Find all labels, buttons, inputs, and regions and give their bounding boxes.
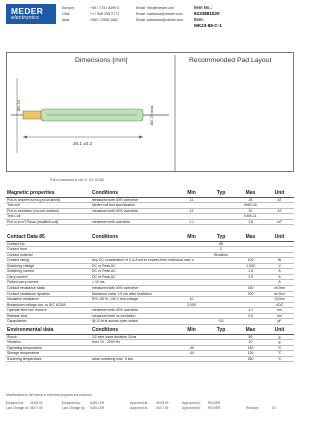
row-value: mOhm <box>265 285 294 291</box>
footer-value: 05.08.03 <box>156 401 169 405</box>
magnetic-properties-table <box>6 190 294 225</box>
row-value: -40 <box>177 351 206 357</box>
row-value: -40 <box>177 345 206 351</box>
document-footer <box>6 393 294 410</box>
table-header-row <box>6 234 294 241</box>
contact-phone: +852 / 2955 1682 <box>90 18 119 23</box>
row-condition: Meder coil test specification <box>91 203 177 209</box>
row-value: 130 <box>236 351 265 357</box>
row-value: 2.000 <box>177 302 206 308</box>
row-label: Contact form <box>6 247 91 253</box>
row-label: Storage temperature <box>6 351 91 357</box>
row-value: 13 <box>177 208 206 214</box>
row-condition: DC or Peak AC <box>91 269 177 275</box>
row-condition: DC or Peak AC <box>91 263 177 269</box>
row-label: Switching current <box>6 269 91 275</box>
header-cell: Max <box>236 327 265 334</box>
footer-label: Last Change by: <box>62 406 86 410</box>
row-label: Test coil <box>6 203 91 209</box>
header-cell: Conditions <box>91 234 177 241</box>
row-label: Contact material <box>6 252 91 258</box>
row-value: mT <box>265 219 294 225</box>
row-value: 150 <box>236 285 265 291</box>
contact-region: Europe: <box>62 6 75 10</box>
row-value: KMS-11 <box>236 214 265 220</box>
environmental-data-table <box>6 327 294 362</box>
row-value: A <box>265 280 294 286</box>
row-value: 2.5 <box>236 274 265 280</box>
row-value: 1.1 <box>177 219 206 225</box>
footer-label: Revision: <box>246 406 260 410</box>
row-value: W <box>265 258 294 264</box>
footer-label: Last Change at: <box>6 406 29 410</box>
footer-label: Designed at: <box>6 401 24 405</box>
row-value: g <box>265 340 294 346</box>
row-condition: measured with 40% overdrive <box>91 208 177 214</box>
row-value: 0.5 <box>236 313 265 319</box>
row-condition: measured with overdrive <box>91 219 177 225</box>
row-label: Breakdown voltage acc. to IEC 62246 <box>6 302 91 308</box>
row-value: Rhodium <box>206 252 236 258</box>
row-condition: measured with no excitation <box>91 313 177 319</box>
footer-value: 06.07.05 <box>156 406 169 410</box>
row-condition: Maximum value 1.5 ms after excitation <box>91 291 177 297</box>
row-label: Test Coil <box>6 214 91 220</box>
row-value <box>206 356 236 362</box>
row-value: 20 <box>236 340 265 346</box>
table-row <box>6 291 294 297</box>
row-value: ms <box>265 313 294 319</box>
row-value: °C <box>265 345 294 351</box>
contact-data-table <box>6 234 294 325</box>
row-value <box>236 319 265 325</box>
reed-lead-left <box>23 111 41 119</box>
row-value: AT <box>265 197 294 203</box>
header-cell: Unit <box>265 190 294 197</box>
row-value: C <box>206 247 236 253</box>
row-value: 100 <box>236 258 265 264</box>
row-value: 200 <box>236 291 265 297</box>
row-value: 0.5 <box>206 319 236 325</box>
contact-email[interactable]: Email: info@meder.com <box>136 6 175 10</box>
header-cell: Conditions <box>91 190 177 197</box>
row-condition: 1/2 sine wave duration 11ms <box>91 334 177 340</box>
row-label: Operate time incl. bounce <box>6 308 91 314</box>
environmental-rows <box>6 334 294 362</box>
header-cell: Unit <box>265 327 294 334</box>
contact-email[interactable]: Email: salesasia@meder.com <box>136 18 184 23</box>
document-header <box>6 4 294 38</box>
header-cell: Typ <box>206 327 236 334</box>
row-label: Release time <box>6 313 91 319</box>
logo-text-main: MEDER <box>11 6 44 16</box>
row-label: Switching voltage <box>6 263 91 269</box>
header-cell: Typ <box>206 190 236 197</box>
row-label: Insulation resistance <box>6 297 91 303</box>
header-cell: Min <box>177 190 206 197</box>
magnetic-rows <box>6 197 294 225</box>
header-cell: Conditions <box>91 327 177 334</box>
footer-value: RICHER <box>208 406 221 410</box>
row-value: 28 <box>236 197 265 203</box>
logo-text-sub: electronics <box>11 15 39 21</box>
row-value: 1.000 <box>236 263 265 269</box>
footer-label: Designed by: <box>62 401 81 405</box>
header-cell: Max <box>236 234 265 241</box>
contact-row-asia <box>62 17 183 23</box>
row-value: 1.5 <box>236 269 265 275</box>
item-value: MK23-85-C-1 <box>194 23 222 28</box>
row-label: Soldering temperature <box>6 356 91 362</box>
row-label: Contact resistance static <box>6 285 91 291</box>
row-value: g <box>265 334 294 340</box>
footer-value: 05.08.03 <box>30 401 43 405</box>
meder-logo <box>6 4 56 24</box>
contact-rows <box>6 241 294 324</box>
table-row <box>6 356 294 362</box>
header-cell: Magnetic properties <box>6 190 91 197</box>
row-value: 11 <box>177 197 206 203</box>
row-value: 10 <box>177 297 206 303</box>
row-label: Pulsed carry current <box>6 280 91 286</box>
table-header-row <box>6 190 294 197</box>
row-label: Vibration <box>6 340 91 346</box>
row-label: Operating temperature <box>6 345 91 351</box>
header-cell: Max <box>236 190 265 197</box>
header-cell: Unit <box>265 234 294 241</box>
row-value: GOhm <box>265 297 294 303</box>
row-condition: RH <45 %, 100 V test voltage <box>91 297 177 303</box>
row-value: A <box>265 274 294 280</box>
row-condition: measured with 40% overdrive <box>91 308 177 314</box>
header-cell: Contact Data 85 <box>6 234 91 241</box>
row-value: 32 <box>236 208 265 214</box>
row-condition: < 10 ms <box>91 280 177 286</box>
row-value: 85 <box>206 241 236 247</box>
row-label: Pull-in ampere turns (pre-crushed) <box>6 197 91 203</box>
row-condition: @ 10 kHz across open switch <box>91 319 177 325</box>
header-cell: Environmental data <box>6 327 91 334</box>
row-condition: measured with 40% overdrive <box>91 197 177 203</box>
approval-grid <box>6 401 294 411</box>
header-cell: Min <box>177 234 206 241</box>
row-value <box>177 356 206 362</box>
dimensions-title: Dimensions [mm] <box>75 57 128 64</box>
footer-value: 06.07.05 <box>30 406 43 410</box>
row-value <box>177 319 206 325</box>
contact-phone: +49 / 7731 8399 0 <box>90 6 120 10</box>
row-label: Carry current <box>6 274 91 280</box>
contact-region: USA: <box>62 12 71 17</box>
contact-email[interactable]: Email: salesusa@meder.com <box>136 12 183 17</box>
item-no-value: 9233881520 <box>194 11 220 16</box>
row-value: 260 <box>236 356 265 362</box>
dim-length-label: 28.1 ±0.2 <box>73 141 93 146</box>
modification-note: Modifications in the sense of technical progress are reserved <box>6 393 92 397</box>
row-value: pF <box>265 319 294 325</box>
footer-label: Approved by: <box>182 406 201 410</box>
item-no-label: Item No.: <box>194 5 212 10</box>
row-value: mOhm <box>265 291 294 297</box>
contact-phone: +1 / 508 295 0771 <box>90 12 120 17</box>
row-value: ms <box>265 308 294 314</box>
row-value: 1.8 <box>236 219 265 225</box>
item-label: Item: <box>194 17 205 22</box>
footer-value: 02 <box>272 406 276 410</box>
footer-label: Approved at: <box>130 406 149 410</box>
reed-switch-drawing <box>7 53 295 173</box>
row-value: °C <box>265 351 294 357</box>
footer-value: KAELLER <box>90 406 105 410</box>
dim-max-label: Ø2.75 max <box>149 105 154 125</box>
row-label: Pull-in excitation (no-coil method) <box>6 208 91 214</box>
contact-block <box>62 5 183 24</box>
row-condition: wave soldering max. 5 sec <box>91 356 177 362</box>
row-label: Contact resistance dynamic <box>6 291 91 297</box>
row-label: Capacitance <box>6 319 91 325</box>
footer-value: RICHER <box>208 401 221 405</box>
header-cell: Typ <box>206 234 236 241</box>
contact-region: Asia: <box>62 18 70 23</box>
row-value: V <box>265 263 294 269</box>
row-condition: Any DC combination of V & A not to exceed their individual max.'s <box>92 258 194 263</box>
row-label: Contact rating <box>6 258 91 264</box>
row-condition: from 10 - 2000 Hz <box>91 340 177 346</box>
table-row <box>6 319 294 325</box>
table-header-row <box>6 327 294 334</box>
row-condition: measured with 40% overdrive <box>91 285 177 291</box>
dimension-drawing <box>6 52 294 172</box>
row-label: Contact-No. <box>6 241 91 247</box>
row-value: AT <box>265 208 294 214</box>
row-value: °C <box>265 356 294 362</box>
item-info <box>194 5 222 29</box>
drawing-note: Pull-in measured in coil 'A', IEC 62246 <box>50 178 105 182</box>
footer-value: KAELLER <box>90 401 105 405</box>
row-label: Shock <box>6 334 91 340</box>
table-row <box>6 219 294 225</box>
footer-label: Approved at: <box>130 401 149 405</box>
row-value: KMS-40 <box>236 203 265 209</box>
approval-row-change <box>6 406 294 411</box>
row-value: VDC <box>265 302 294 308</box>
row-value: 130 <box>236 345 265 351</box>
pad-layout-title: Recommended Pad Layout <box>189 57 272 64</box>
footer-label: Approved by: <box>182 401 201 405</box>
row-condition: DC or Peak AC <box>91 274 177 280</box>
row-label: Pull-in in mT/Tesla (modified coil) <box>6 219 91 225</box>
row-value <box>206 219 236 225</box>
row-value: A <box>265 269 294 275</box>
row-value: 1.1 <box>236 308 265 314</box>
row-value: 50 <box>236 334 265 340</box>
header-cell: Min <box>177 327 206 334</box>
dim-diameter-label: Ø2.54 <box>16 100 21 111</box>
